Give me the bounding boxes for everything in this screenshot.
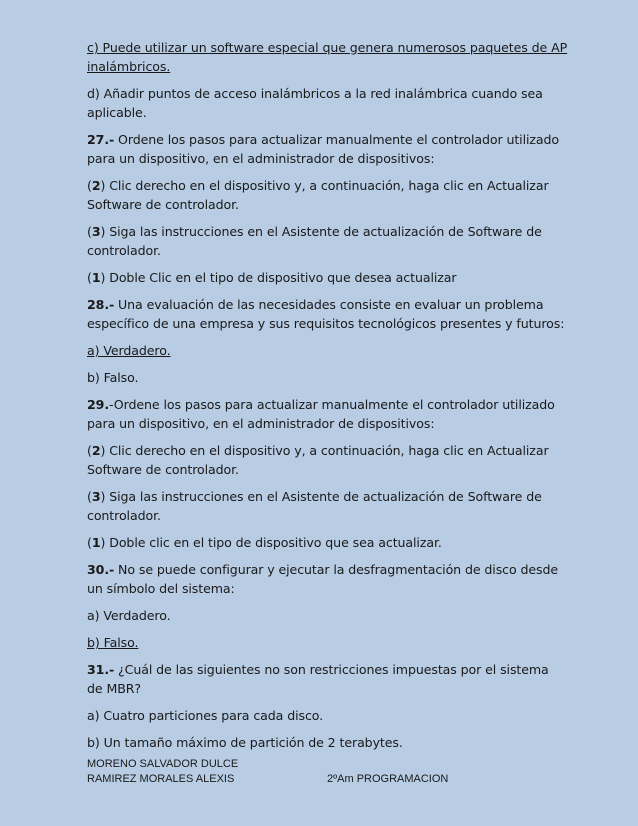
question-31-text: ¿Cuál de las siguientes no son restricciones impuestas por el sistema de MBR?: [87, 662, 549, 696]
answer-text: a) Cuatro particiones para cada disco.: [87, 708, 324, 723]
answer-text: a) Verdadero.: [87, 343, 171, 358]
step-open-paren: (: [87, 224, 92, 239]
question-31-number: 31.-: [87, 662, 115, 677]
question-31: [87, 660, 568, 698]
footer-author-1: MORENO SALVADOR DULCE: [87, 758, 239, 770]
answer-c-text: c) Puede utilizar un software especial que genera numerosos paquetes de AP inalámbricos.: [87, 40, 568, 74]
question-28-answer-a: [87, 341, 568, 360]
question-27: [87, 130, 568, 168]
step-open-paren: (: [87, 489, 92, 504]
question-28-number: 28.-: [87, 297, 115, 312]
footer-author-2: RAMIREZ MORALES ALEXIS: [87, 773, 235, 785]
step-number: 1: [91, 270, 101, 285]
answer-text: a) Verdadero.: [87, 608, 171, 623]
question-30-text: No se puede configurar y ejecutar la desfragmentación de disco desde un símbolo del sistema:: [87, 562, 559, 596]
question-27-number: 27.-: [87, 132, 115, 147]
question-29-step-3: [87, 487, 568, 525]
question-27-step-3: [87, 222, 568, 260]
question-31-answer-b: [87, 733, 568, 752]
answer-d-text: d) Añadir puntos de acceso inalámbricos a la red inalámbrica cuando sea aplicable.: [87, 86, 543, 120]
step-text: ) Clic derecho en el dispositivo y, a continuación, haga clic en Actualizar Software de controlador.: [87, 178, 549, 212]
step-number: 1: [91, 535, 101, 550]
step-number: 3: [91, 489, 101, 504]
question-30-number: 30.-: [87, 562, 115, 577]
question-27-step-1: [87, 268, 568, 287]
question-29: [87, 395, 568, 433]
step-open-paren: (: [87, 270, 92, 285]
answer-d: [87, 84, 568, 122]
step-open-paren: (: [87, 178, 92, 193]
question-30-answer-a: [87, 606, 568, 625]
step-open-paren: (: [87, 535, 92, 550]
question-28-answer-b: [87, 368, 568, 387]
question-30: [87, 560, 568, 598]
question-27-step-2: [87, 176, 568, 214]
step-open-paren: (: [87, 443, 92, 458]
question-31-answer-a: [87, 706, 568, 725]
page-footer: [87, 757, 448, 787]
footer-row: [87, 772, 448, 787]
step-number: 2: [91, 178, 101, 193]
question-29-step-1: [87, 533, 568, 552]
step-text: ) Doble clic en el tipo de dispositivo que sea actualizar.: [100, 535, 442, 550]
step-number: 2: [91, 443, 101, 458]
answer-text: b) Un tamaño máximo de partición de 2 terabytes.: [87, 735, 403, 750]
step-text: ) Clic derecho en el dispositivo y, a continuación, haga clic en Actualizar Software de controlador.: [87, 443, 549, 477]
answer-text: b) Falso.: [87, 635, 139, 650]
question-29-step-2: [87, 441, 568, 479]
question-28-text: Una evaluación de las necesidades consiste en evaluar un problema específico de una empresa y sus requisitos tecnológicos presentes y futuros:: [87, 297, 565, 331]
answer-text: b) Falso.: [87, 370, 139, 385]
question-28: [87, 295, 568, 333]
step-text: ) Siga las instrucciones en el Asistente de actualización de Software de controlador.: [87, 489, 542, 523]
question-30-answer-b: [87, 633, 568, 652]
step-text: ) Doble Clic en el tipo de dispositivo que desea actualizar: [100, 270, 457, 285]
question-29-number: 29.: [87, 397, 110, 412]
question-29-text: -Ordene los pasos para actualizar manualmente el controlador utilizado para un dispositivo, en el administrador de dispositivos:: [87, 397, 555, 431]
footer-group: 2ºAm PROGRAMACION: [327, 773, 449, 785]
question-27-text: Ordene los pasos para actualizar manualmente el controlador utilizado para un dispositivo, en el administrador de dispositivos:: [87, 132, 559, 166]
answer-c: [87, 38, 568, 76]
step-number: 3: [91, 224, 101, 239]
step-text: ) Siga las instrucciones en el Asistente de actualización de Software de controlador.: [87, 224, 542, 258]
